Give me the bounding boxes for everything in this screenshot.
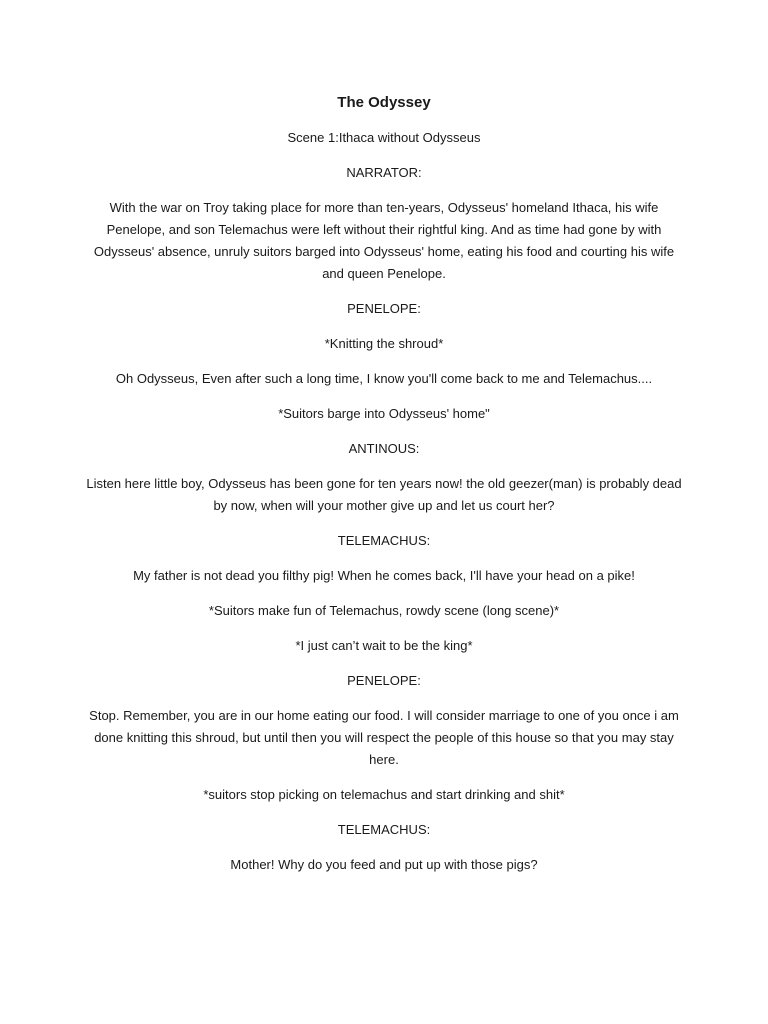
- stage-direction: *Knitting the shroud*: [324, 336, 444, 351]
- document-body: [84, 92, 684, 889]
- speaker-penelope: PENELOPE:: [347, 673, 421, 688]
- speaker-antinous: ANTINOUS:: [348, 441, 420, 456]
- speaker-telemachus: TELEMACHUS:: [337, 533, 431, 548]
- stage-direction: *I just can’t wait to be the king*: [295, 638, 473, 653]
- dialogue-line: Mother! Why do you feed and put up with those pigs?: [230, 857, 538, 872]
- stage-direction: *Suitors make fun of Telemachus, rowdy scene (long scene)*: [208, 603, 560, 618]
- document-title: The Odyssey: [337, 94, 431, 111]
- dialogue-line: Oh Odysseus, Even after such a long time, I know you'll come back to me and Telemachus....: [115, 371, 653, 386]
- stage-direction: *suitors stop picking on telemachus and start drinking and shit*: [203, 787, 565, 802]
- speaker-penelope: PENELOPE:: [347, 301, 421, 316]
- narration-paragraph: With the war on Troy taking place for more than ten-years, Odysseus' homeland Ithaca, his wife Penelope, and son Telemachus were left without their rightful king. And as time had gone by with Odysseus' absence, unruly suitors barged into Odysseus' home, eating his food and courting his wife and queen Penelope.: [93, 200, 675, 281]
- dialogue-line: Listen here little boy, Odysseus has been gone for ten years now! the old geezer(man) is probably dead by now, when will your mother give up and let us court her?: [86, 476, 682, 513]
- speaker-telemachus: TELEMACHUS:: [337, 822, 431, 837]
- speaker-narrator: NARRATOR:: [346, 165, 422, 180]
- dialogue-line: Stop. Remember, you are in our home eating our food. I will consider marriage to one of you once i am done knitting this shroud, but until then you will respect the people of this house so that you may stay here.: [89, 708, 679, 767]
- stage-direction: *Suitors barge into Odysseus' home": [278, 406, 490, 421]
- scene-heading: Scene 1:Ithaca without Odysseus: [287, 130, 481, 145]
- dialogue-line: My father is not dead you filthy pig! When he comes back, I'll have your head on a pike!: [133, 568, 635, 583]
